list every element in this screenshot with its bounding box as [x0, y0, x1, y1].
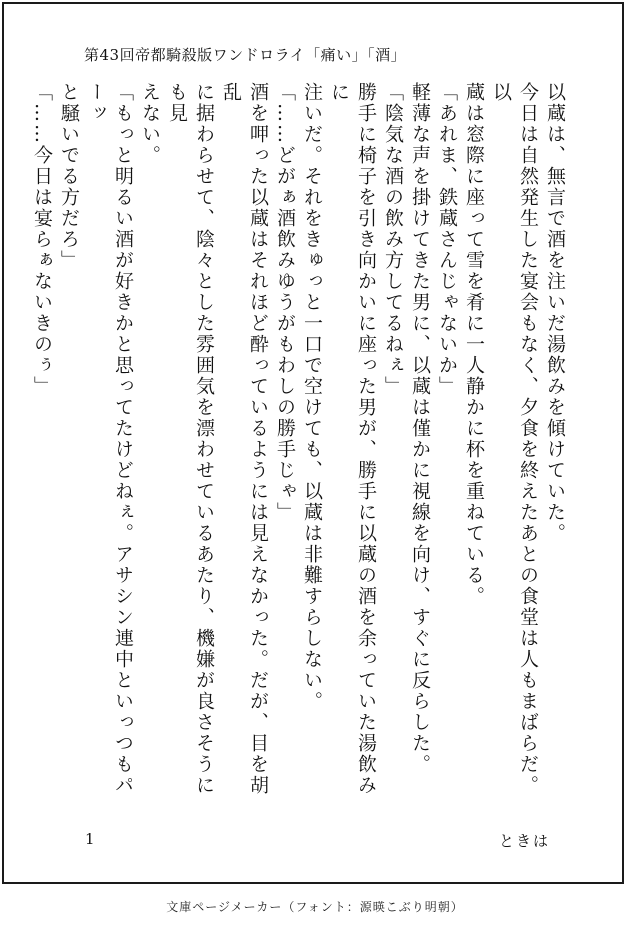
page-title: 第43回帝都騎殺版ワンドロライ「痛い」「酒」: [84, 46, 407, 64]
text-line: 「……今日は宴らぁないきのぅ」: [31, 82, 53, 397]
text-line: 今日は自然発生した宴会もなく、夕食を終えたあとの食堂は人もまばらだ。以: [490, 82, 539, 796]
text-line: 「陰気な酒の飲み方してるねぇ」: [382, 82, 404, 397]
footer-credit: 文庫ページメーカー（フォント：源暎こぶり明朝）: [166, 900, 464, 914]
vertical-body-text: [31, 82, 568, 802]
text-line: 「もっと明るい酒が好きかと思ってたけどねぇ。アサシン連中といっつもパーッ: [85, 82, 134, 796]
text-line: 酒を呷った以蔵はそれほど酔っているようには見えなかった。だが、目を胡乱: [220, 82, 269, 796]
text-line: 以蔵は、無言で酒を注いだ湯飲みを傾けていた。: [544, 82, 566, 544]
text-line: と騒いでる方だろ」: [58, 82, 80, 271]
page-number: 1: [85, 830, 95, 848]
text-line: 軽薄な声を掛けてきた男に、以蔵は僅かに視線を向け、すぐに反らした。: [409, 82, 431, 775]
text-line: 蔵は窓際に座って雪を肴に一人静かに杯を重ねている。: [463, 82, 485, 607]
text-line: に据わらせて、陰々とした雰囲気を漂わせているあたり、機嫌が良さそうにも見: [166, 82, 215, 796]
manuscript-page: [2, 2, 624, 884]
author-name: ときは: [498, 832, 550, 850]
text-line: 勝手に椅子を引き向かいに座った男が、勝手に以蔵の酒を余っていた湯飲みに: [328, 82, 377, 796]
text-line: えない。: [139, 82, 161, 166]
text-line: 「……どがぁ酒飲みゆうがもわしの勝手じゃ」: [274, 82, 296, 523]
text-line: 注いだ。それをきゅっと一口で空けても、以蔵は非難すらしない。: [301, 82, 323, 712]
text-line: 「あれま、鉄蔵さんじゃないか」: [436, 82, 458, 397]
